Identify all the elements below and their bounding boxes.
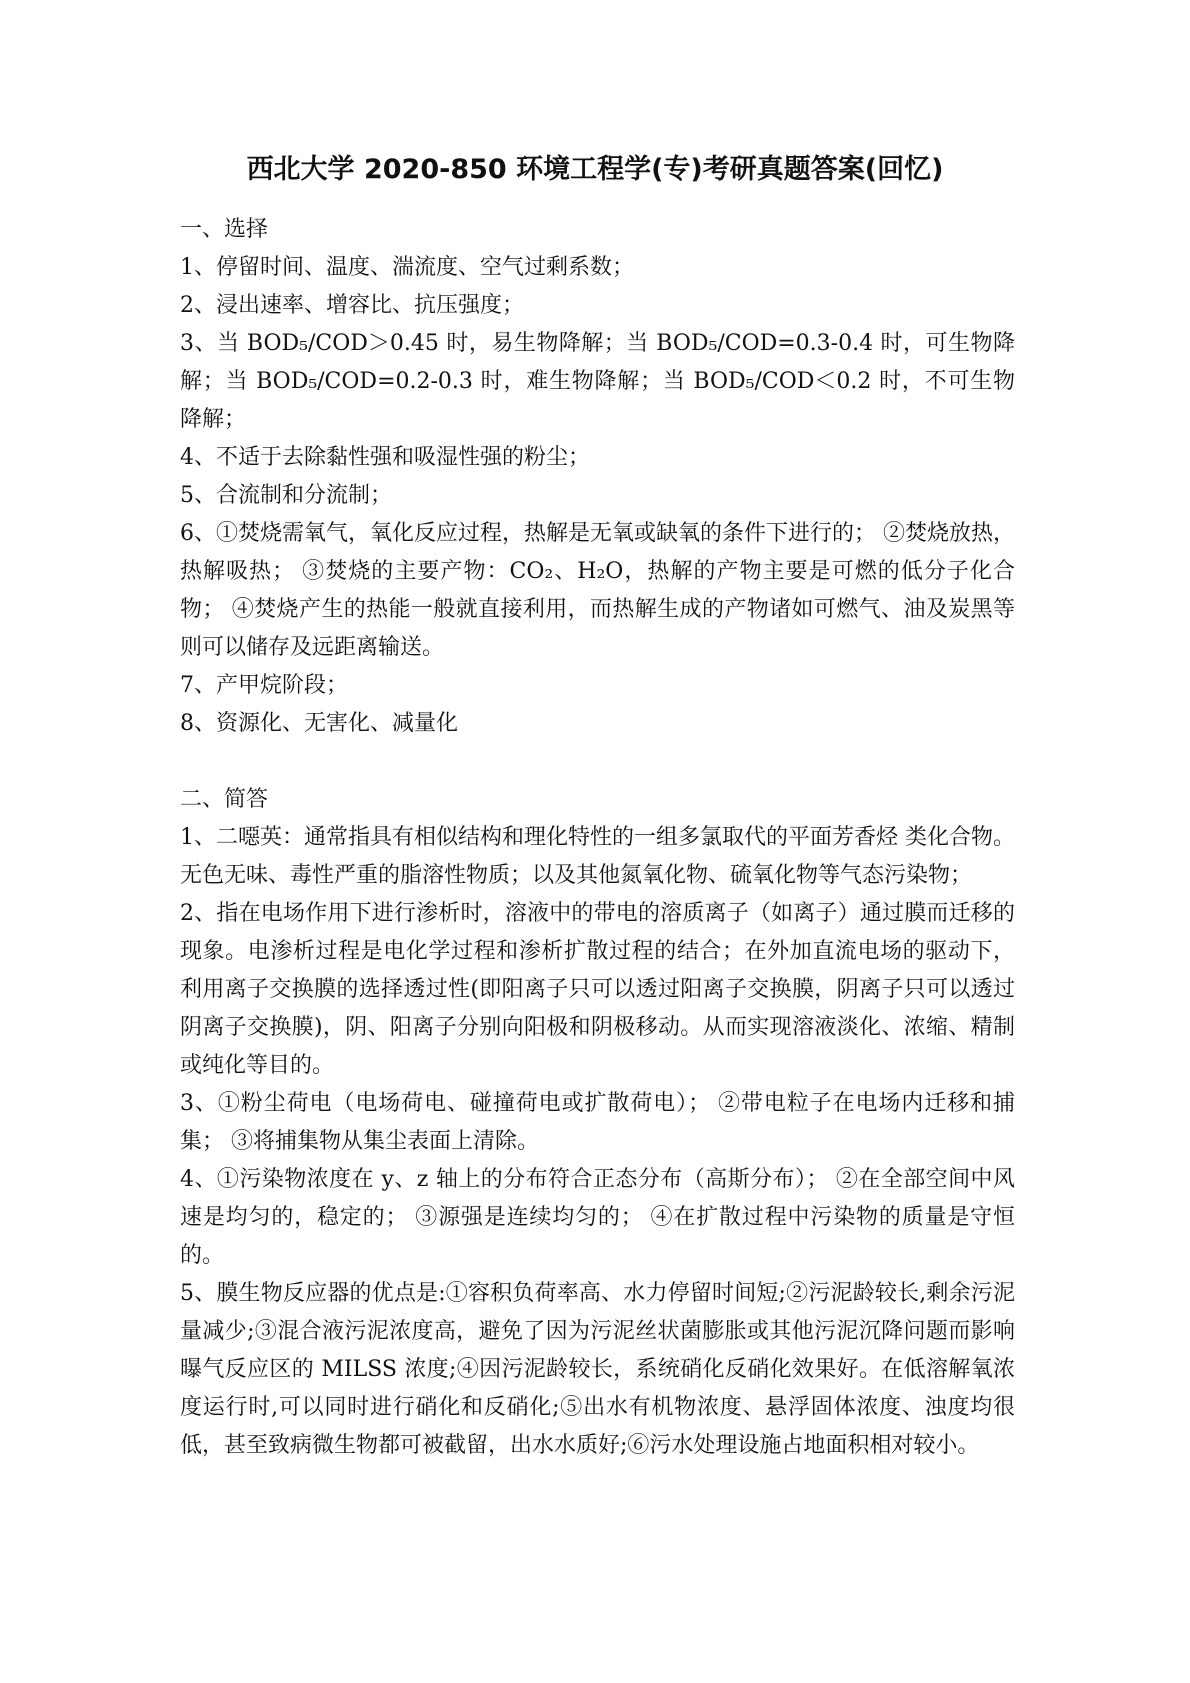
section-heading-short-answer: 二、简答 <box>180 787 269 812</box>
short-answer-3: 3、①粉尘荷电（电场荷电、碰撞荷电或扩散荷电）； ②带电粒子在电场内迁移和捕集； ③将捕集物从集尘表面上清除。 <box>180 1091 1015 1154</box>
choice-answer-8: 8、资源化、无害化、减量化 <box>180 711 458 736</box>
document-title: 西北大学 2020-850 环境工程学(专)考研真题答案(回忆) <box>246 154 944 185</box>
choice-answer-5: 5、合流制和分流制； <box>180 483 392 508</box>
choice-answer-7: 7、产甲烷阶段； <box>180 673 348 698</box>
short-answer-5: 5、膜生物反应器的优点是:①容积负荷率高、水力停留时间短;②污泥龄较长,剩余污泥量减少;③混合液污泥浓度高，避免了因为污泥丝状菌膨胀或其他污泥沉降问题而影响曝气反应区的 MILSS 浓度;④因污泥龄较长，系统硝化反硝化效果好。在低溶解氧浓度运行时,可以同时进行硝化和反硝化;⑤出水有机物浓度、悬浮固体浓度、浊度均很低，甚至致病微生物都可被截留，出水水质好;⑥污水处理设施占地面积相对较小。 <box>180 1281 1015 1458</box>
document-body <box>180 211 1015 1465</box>
choice-answer-3: 3、当 BOD₅/COD＞0.45 时，易生物降解；当 BOD₅/COD=0.3-0.4 时，可生物降解；当 BOD₅/COD=0.2-0.3 时，难生物降解；当 BOD₅/COD＜0.2 时，不可生物降解； <box>180 331 1015 432</box>
short-answer-1: 1、二噁英：通常指具有相似结构和理化特性的一组多氯取代的平面芳香烃 类化合物。无色无味、毒性严重的脂溶性物质；以及其他氮氧化物、硫氧化物等气态污染物； <box>180 825 1015 888</box>
short-answer-2: 2、指在电场作用下进行渗析时，溶液中的带电的溶质离子（如离子）通过膜而迁移的现象。电渗析过程是电化学过程和渗析扩散过程的结合；在外加直流电场的驱动下，利用离子交换膜的选择透过性(即阳离子只可以透过阳离子交换膜，阴离子只可以透过阴离子交换膜)，阴、阳离子分别向阳极和阴极移动。从而实现溶液淡化、浓缩、精制或纯化等目的。 <box>180 901 1015 1078</box>
section-heading-choice: 一、选择 <box>180 217 269 242</box>
choice-answer-1: 1、停留时间、温度、湍流度、空气过剩系数； <box>180 255 634 280</box>
choice-answer-4: 4、不适于去除黏性强和吸湿性强的粉尘； <box>180 445 590 470</box>
section-spacer <box>180 743 1015 781</box>
choice-answer-2: 2、浸出速率、增容比、抗压强度； <box>180 293 524 318</box>
choice-answer-6: 6、①焚烧需氧气，氧化反应过程，热解是无氧或缺氧的条件下进行的； ②焚烧放热，热解吸热； ③焚烧的主要产物：CO₂、H₂O，热解的产物主要是可燃的低分子化合物； ④焚烧产生的热能一般就直接利用，而热解生成的产物诸如可燃气、油及炭黑等则可以储存及远距离输送。 <box>180 521 1015 660</box>
short-answer-4: 4、①污染物浓度在 y、z 轴上的分布符合正态分布（高斯分布）； ②在全部空间中风速是均匀的，稳定的； ③源强是连续均匀的； ④在扩散过程中污染物的质量是守恒的。 <box>180 1167 1015 1268</box>
